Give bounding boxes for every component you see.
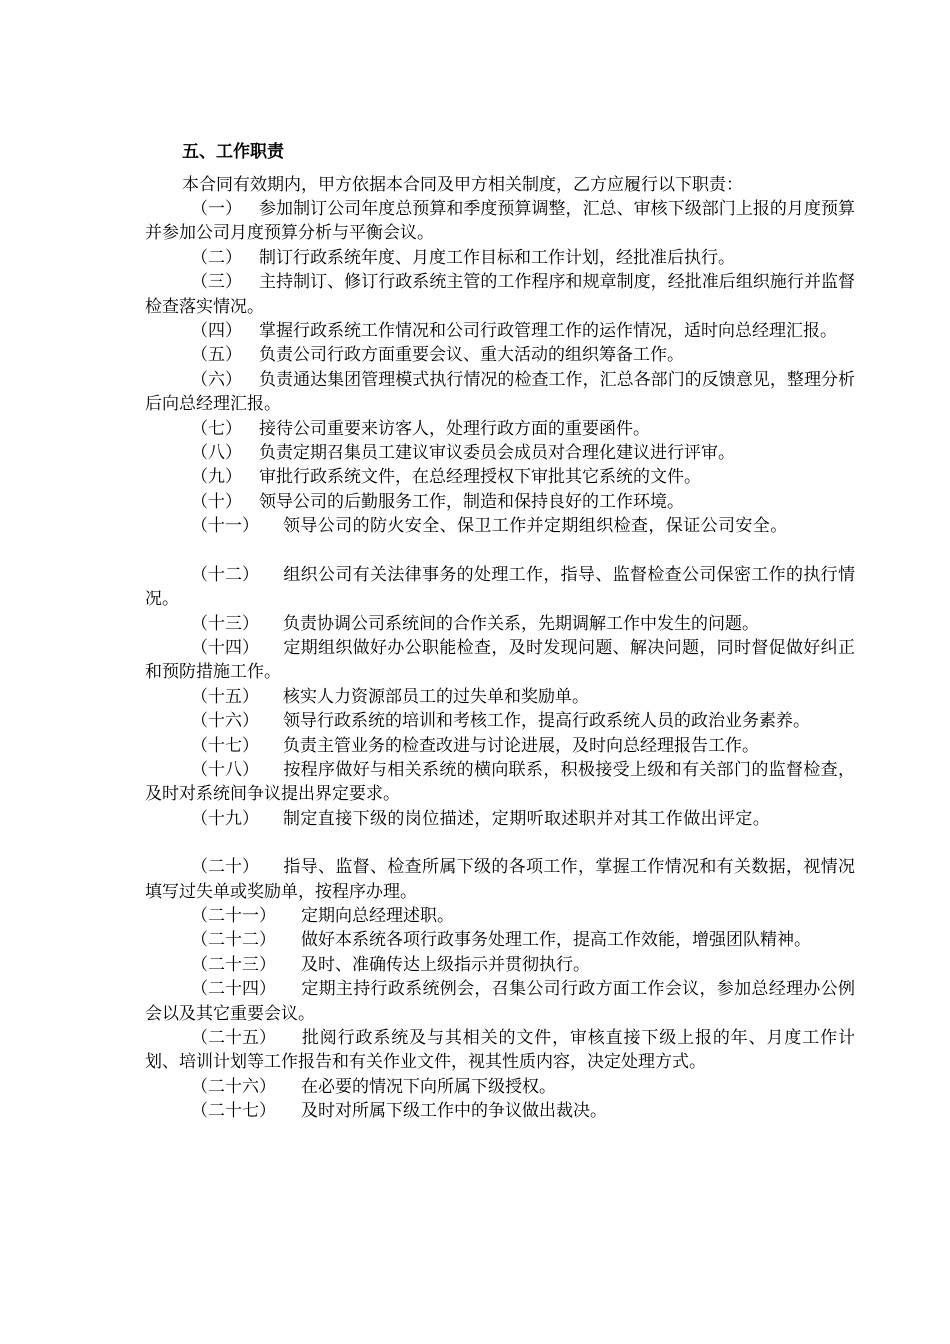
duty-item: [145, 270, 855, 319]
duty-text: 制定直接下级的岗位描述，定期听取述职并对其工作做出评定。: [283, 808, 771, 829]
duty-item: [145, 465, 855, 489]
duty-item: [145, 709, 855, 733]
duty-text: 负责公司行政方面重要会议、重大活动的组织筹备工作。: [259, 345, 684, 366]
duty-item: [145, 197, 855, 246]
duty-number: （十八）: [191, 759, 259, 780]
duty-number: （三）: [191, 272, 242, 293]
duty-text: 定期组织做好办公职能检查，及时发现问题、解决问题，同时督促做好纠正和预防措施工作。: [145, 637, 855, 683]
duty-number: （一）: [191, 199, 242, 219]
duty-number: （二十一）: [191, 905, 276, 926]
duty-item: [145, 441, 855, 465]
duty-item: [145, 1099, 855, 1123]
duty-item: [145, 855, 855, 904]
duty-item: [145, 734, 855, 758]
duty-number: （二）: [191, 247, 242, 268]
duty-text: 负责主管业务的检查改进与讨论进展，及时向总经理报告工作。: [283, 735, 759, 756]
duty-number: （十六）: [191, 711, 259, 732]
duty-text: 领导公司的后勤服务工作，制造和保持良好的工作环境。: [259, 491, 684, 512]
duty-text: 定期向总经理述职。: [301, 905, 454, 926]
duty-number: （九）: [191, 467, 242, 488]
duty-number: （四）: [191, 321, 242, 342]
duty-number: （二十五）: [191, 1028, 276, 1048]
duty-item: [145, 977, 855, 1026]
duty-item: [145, 953, 855, 977]
section-heading: 五、工作职责: [182, 142, 284, 162]
duty-number: （十三）: [191, 613, 259, 634]
duty-number: （二十三）: [191, 954, 276, 975]
duty-number: （五）: [191, 345, 242, 366]
duty-item: [145, 563, 855, 612]
duty-item: [145, 368, 855, 417]
duty-text: 做好本系统各项行政事务处理工作，提高工作效能，增强团队精神。: [301, 930, 811, 951]
duty-number: （十九）: [191, 808, 259, 829]
duty-item: [145, 1075, 855, 1099]
duty-item: [145, 807, 855, 831]
section-intro: 本合同有效期内，甲方依据本合同及甲方相关制度，乙方应履行以下职责：: [182, 175, 743, 195]
duty-text: 负责通达集团管理模式执行情况的检查工作，汇总各部门的反馈意见，整理分析后向总经理汇报。: [145, 369, 855, 415]
duty-number: （十七）: [191, 735, 259, 756]
duty-item: [145, 928, 855, 952]
duty-number: （十四）: [191, 637, 259, 658]
duty-text: 领导行政系统的培训和考核工作，提高行政系统人员的政治业务素养。: [283, 711, 810, 732]
duty-text: 及时、准确传达上级指示并贯彻执行。: [301, 954, 590, 975]
duty-text: 领导公司的防火安全、保卫工作并定期组织检查，保证公司安全。: [283, 516, 788, 537]
duty-number: （十二）: [191, 564, 259, 585]
duty-text: 定期主持行政系统例会，召集公司行政方面工作会议，参加总经理办公例会以及其它重要会议。: [145, 979, 855, 1024]
duty-number: （二十二）: [191, 930, 276, 951]
duty-item: [145, 636, 855, 685]
duty-number: （二十四）: [191, 979, 276, 1000]
duty-item: [145, 904, 855, 928]
duty-number: （六）: [191, 369, 242, 390]
duty-item: [145, 417, 855, 441]
duty-number: （二十七）: [191, 1101, 276, 1122]
duty-number: （十五）: [191, 686, 259, 707]
duty-text: 指导、监督、检查所属下级的各项工作，掌握工作情况和有关数据，视情况填写过失单或奖励单，按程序办理。: [145, 857, 855, 902]
duty-number: （十一）: [191, 516, 259, 537]
duty-item: [145, 1026, 855, 1075]
duty-number: （八）: [191, 443, 242, 464]
duty-text: 按程序做好与相关系统的横向联系，积极接受上级和有关部门的监督检查，及时对系统间争议提出界定要求。: [145, 759, 855, 805]
duty-text: 参加制订公司年度总预算和季度预算调整，汇总、审核下级部门上报的月度预算并参加公司月度预算分析与平衡会议。: [145, 199, 855, 244]
duty-number: （二十）: [191, 857, 259, 878]
duty-number: （二十六）: [191, 1076, 276, 1097]
duty-text: 在必要的情况下向所属下级授权。: [301, 1076, 556, 1097]
duty-text: 核实人力资源部员工的过失单和奖励单。: [283, 686, 589, 707]
duty-item: [145, 685, 855, 709]
duty-text: 掌握行政系统工作情况和公司行政管理工作的运作情况，适时向总经理汇报。: [259, 321, 837, 342]
duty-text: 批阅行政系统及与其相关的文件，审核直接下级上报的年、月度工作计划、培训计划等工作报告和有关作业文件，视其性质内容，决定处理方式。: [145, 1028, 855, 1073]
duty-text: 制订行政系统年度、月度工作目标和工作计划，经批准后执行。: [259, 247, 735, 268]
duty-text: 接待公司重要来访客人，处理行政方面的重要函件。: [259, 418, 650, 439]
duty-number: （十）: [191, 491, 242, 512]
duty-number: （七）: [191, 418, 242, 439]
duty-item: [145, 246, 855, 270]
duty-item: [145, 319, 855, 343]
duty-item: [145, 343, 855, 367]
duty-text: 主持制订、修订行政系统主管的工作程序和规章制度，经批准后组织施行并监督检查落实情况。: [145, 272, 855, 317]
duty-text: 负责定期召集员工建议审议委员会成员对合理化建议进行评审。: [259, 443, 735, 464]
duty-text: 负责协调公司系统间的合作关系，先期调解工作中发生的问题。: [283, 613, 759, 634]
duty-text: 及时对所属下级工作中的争议做出裁决。: [301, 1101, 607, 1122]
duty-item: [145, 758, 855, 807]
duty-text: 审批行政系统文件，在总经理授权下审批其它系统的文件。: [259, 467, 701, 488]
duty-item: [145, 612, 855, 636]
duty-text: 组织公司有关法律事务的处理工作，指导、监督检查公司保密工作的执行情况。: [145, 564, 855, 610]
duty-item: [145, 490, 855, 514]
duty-item: [145, 514, 855, 538]
duty-list: [145, 197, 855, 1124]
